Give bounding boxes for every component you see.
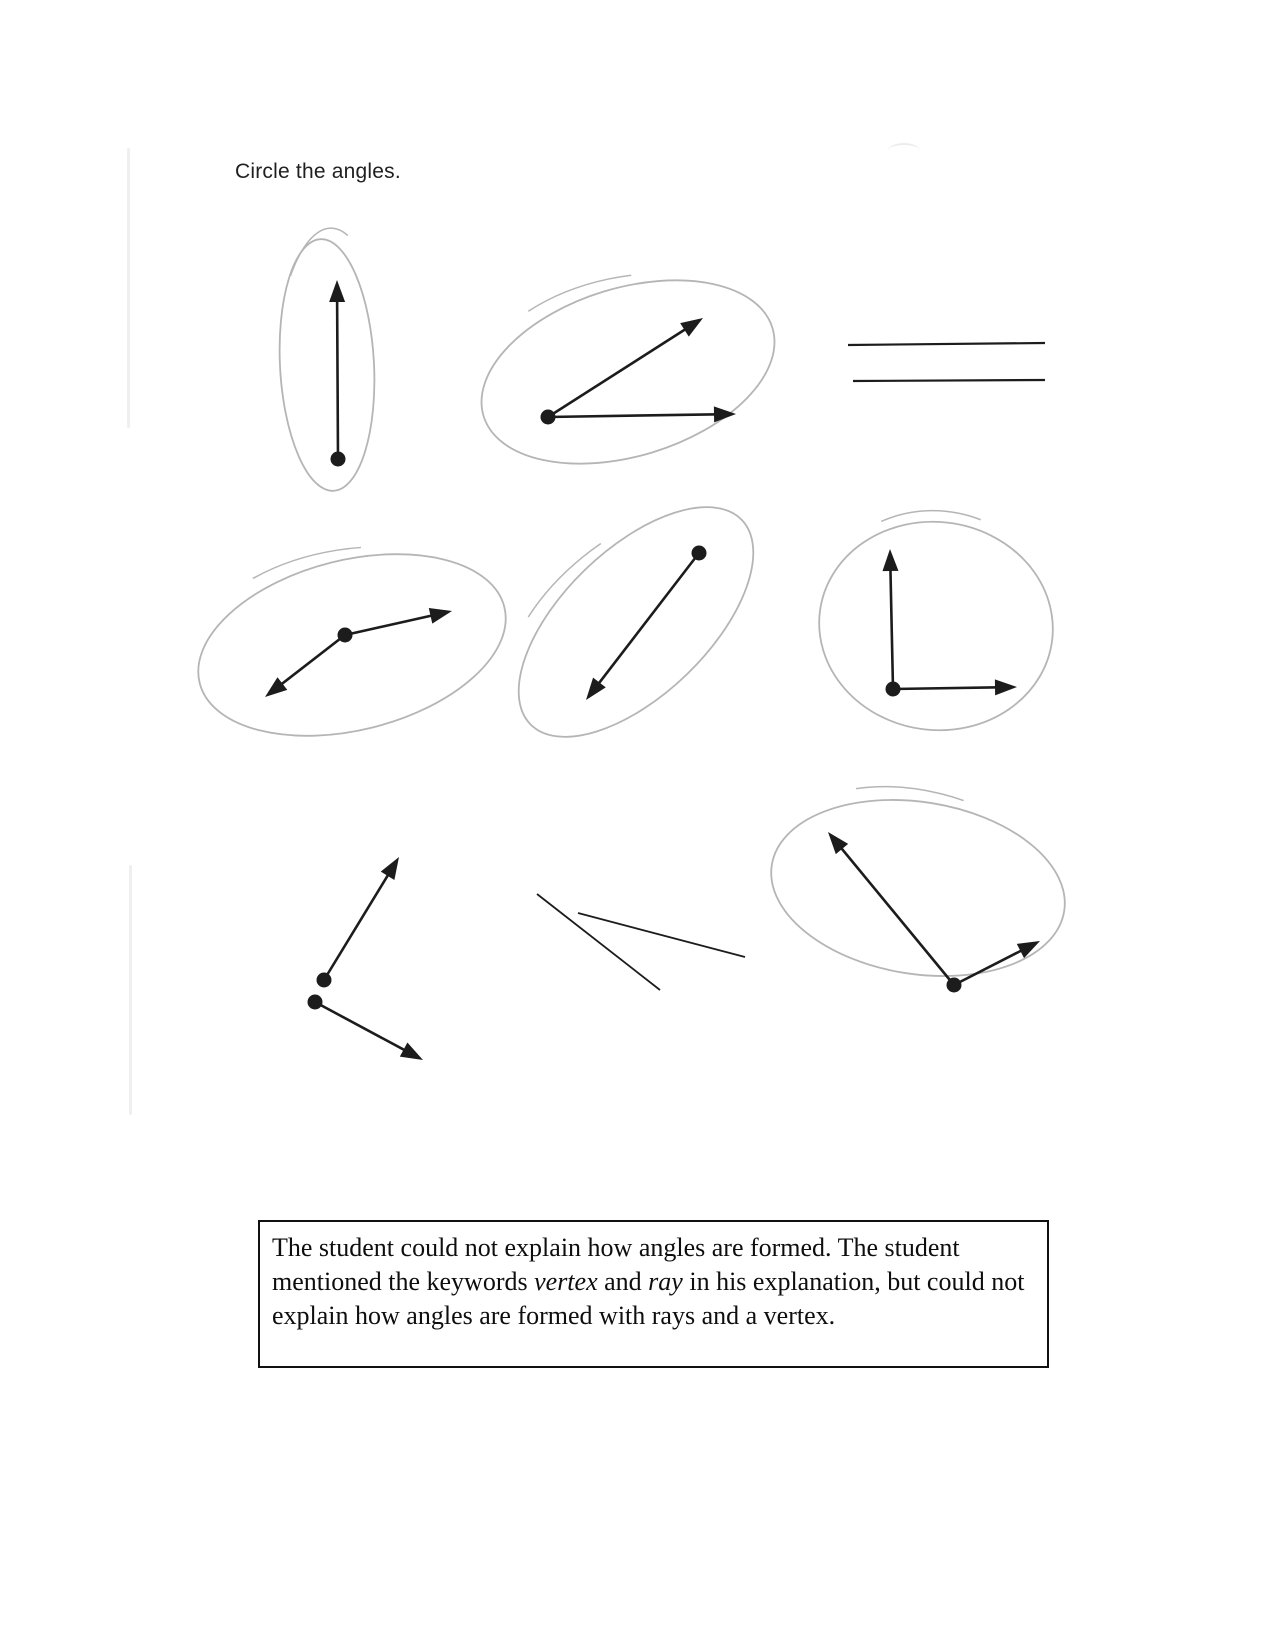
vertex-dot <box>947 978 962 993</box>
ray-line <box>839 845 954 985</box>
ray-line <box>345 615 435 635</box>
pencil-circle <box>807 509 1065 744</box>
vertex-dot <box>541 410 556 425</box>
ray-line <box>954 949 1025 985</box>
ray-line <box>893 687 1000 689</box>
ray-line <box>596 553 699 687</box>
plain-line <box>537 894 660 990</box>
note-text <box>272 1231 1035 1333</box>
ray-line <box>337 297 338 459</box>
arrowhead-icon <box>265 677 287 697</box>
figure-vertical-ray <box>272 226 383 495</box>
arrowhead-icon <box>329 280 345 302</box>
pencil-circle <box>273 237 380 494</box>
note-segment: in his explanation, but could not explain how angles are formed with rays and a vertex. <box>272 1267 1025 1330</box>
note-segment: The student could not explain how angles are formed. The student mentioned the keywords <box>272 1233 960 1296</box>
arrowhead-icon <box>400 1043 423 1060</box>
arrowhead-icon <box>680 318 703 337</box>
arrowhead-icon <box>995 679 1017 695</box>
pencil-circle <box>758 780 1077 996</box>
pencil-circle-overlap-stroke <box>178 525 525 757</box>
figure-slanted-ray <box>466 462 801 777</box>
pencil-circle-overlap-stroke <box>272 226 383 495</box>
figure-obtuse-angle <box>178 525 525 766</box>
arrowhead-icon <box>429 608 452 624</box>
arrowhead-icon <box>882 549 898 571</box>
ray-line <box>324 872 390 980</box>
ray-line <box>890 566 893 689</box>
pencil-circle-overlap-stroke <box>457 247 798 489</box>
arrowhead-icon <box>381 857 399 880</box>
ray-line <box>548 327 689 417</box>
figure-two-plain-lines <box>537 894 745 990</box>
plain-line <box>853 380 1045 381</box>
vertex-dot <box>692 546 707 561</box>
note-box <box>258 1220 1049 1368</box>
page-title: Circle the angles. <box>235 160 401 183</box>
note-keyword: ray <box>648 1267 683 1296</box>
vertex-dot <box>338 628 353 643</box>
vertex-dot <box>886 682 901 697</box>
note-keyword: vertex <box>534 1267 598 1296</box>
vertex-dot <box>317 973 332 988</box>
arrowhead-icon <box>714 406 736 422</box>
pencil-circle-overlap-stroke <box>795 488 1078 755</box>
ray-line <box>315 1002 408 1052</box>
figure-two-disjoint-rays <box>308 857 424 1060</box>
figure-right-angle <box>795 488 1078 755</box>
arrowhead-icon <box>1017 941 1040 958</box>
pencil-circle <box>480 467 793 776</box>
figure-wide-angle <box>749 757 1089 1011</box>
ray-line <box>548 414 719 417</box>
arrowhead-icon <box>586 678 606 700</box>
arrowhead-icon <box>828 832 848 854</box>
vertex-dot <box>308 995 323 1010</box>
figure-narrow-angle <box>457 247 798 497</box>
plain-line <box>848 343 1045 345</box>
ray-line <box>278 635 345 687</box>
pencil-circle <box>179 525 525 766</box>
plain-line <box>578 913 745 957</box>
pencil-circle <box>459 248 797 497</box>
note-segment: and <box>597 1267 649 1296</box>
vertex-dot <box>331 452 346 467</box>
figure-parallel-lines <box>848 343 1045 381</box>
pencil-circle-overlap-stroke <box>749 757 1089 1011</box>
pencil-circle-overlap-stroke <box>466 462 801 776</box>
